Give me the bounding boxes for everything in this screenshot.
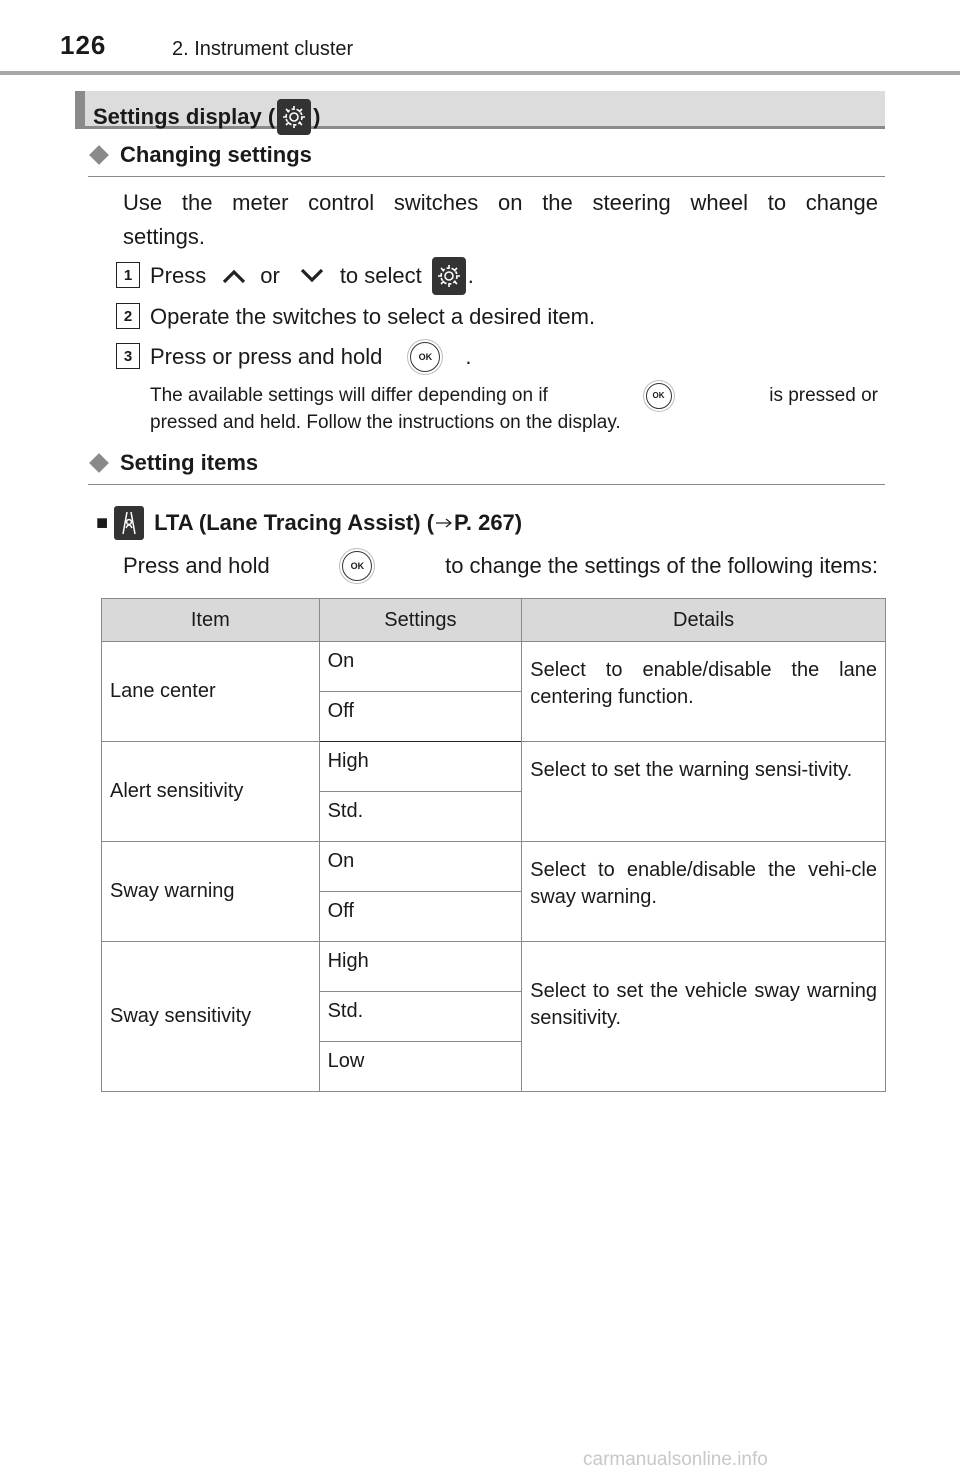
- header-divider: [0, 71, 960, 75]
- gear-icon: [432, 257, 466, 295]
- chevron-up-icon: [222, 268, 246, 284]
- changing-settings-heading: [88, 142, 312, 168]
- square-bullet: ■: [96, 511, 109, 534]
- section-title-suffix: ): [313, 104, 321, 129]
- intro-line-1: Use the meter control switches on the steering wheel to change: [123, 190, 878, 215]
- step-1-number: 1: [116, 262, 140, 288]
- diamond-bullet-icon: [89, 453, 109, 473]
- note-line-1: [150, 383, 878, 409]
- details-cell: Select to enable/disable the vehi-cle sway warning.: [522, 842, 886, 942]
- setting-cell: On: [319, 842, 522, 892]
- step-3-text: Press or press and hold: [150, 344, 383, 369]
- diamond-bullet-icon: [89, 145, 109, 165]
- note-text-b: is pressed or: [769, 385, 878, 406]
- table-row: [102, 942, 886, 992]
- setting-items-label: Setting items: [120, 450, 259, 475]
- details-cell: Select to set the warning sensi-tivity.: [522, 742, 886, 842]
- step-1: [150, 258, 474, 294]
- setting-items-rule: [88, 484, 885, 485]
- ok-button-icon: OK: [410, 342, 440, 372]
- changing-settings-label: Changing settings: [120, 142, 312, 167]
- setting-cell: Off: [319, 892, 522, 942]
- lta-heading: [96, 506, 522, 540]
- table-header-row: [102, 599, 886, 642]
- details-cell: Select to set the vehicle sway warning sensitivity.: [522, 942, 886, 1092]
- chapter-title: 2. Instrument cluster: [172, 38, 354, 60]
- details-cell: Select to enable/disable the lane centering function.: [522, 642, 886, 742]
- column-header-settings: Settings: [319, 599, 522, 642]
- setting-cell: On: [319, 642, 522, 692]
- step-1-text-select: to select: [339, 263, 422, 288]
- table-row: [102, 742, 886, 792]
- step-3-number: 3: [116, 343, 140, 369]
- settings-table: [101, 598, 886, 1092]
- setting-cell: Low: [319, 1042, 522, 1092]
- note-text-a: The available settings will differ depending on if: [150, 385, 548, 406]
- press-and-hold-line: [123, 548, 878, 584]
- changing-settings-rule: [88, 176, 885, 177]
- lta-page-ref[interactable]: P. 267): [454, 510, 523, 535]
- section-title-prefix: Settings display (: [93, 104, 276, 129]
- ok-button-icon: OK: [646, 383, 672, 409]
- lta-steering-icon: [114, 506, 144, 540]
- page-number: 126: [60, 30, 107, 60]
- gear-icon: [277, 99, 311, 135]
- setting-cell: Std.: [319, 992, 522, 1042]
- ok-button-icon: OK: [342, 551, 372, 581]
- setting-cell: Std.: [319, 792, 522, 842]
- table-row: [102, 842, 886, 892]
- item-cell: Sway warning: [102, 842, 320, 942]
- column-header-item: Item: [102, 599, 320, 642]
- setting-cell: High: [319, 942, 522, 992]
- table-row: [102, 642, 886, 692]
- item-cell: Alert sensitivity: [102, 742, 320, 842]
- intro-line-2: settings.: [123, 224, 205, 249]
- setting-items-heading: [88, 450, 258, 476]
- step-1-period: .: [467, 263, 474, 288]
- item-cell: Lane center: [102, 642, 320, 742]
- step-2-text: Operate the switches to select a desired item.: [150, 304, 596, 329]
- note-line-2: pressed and held. Follow the instructions on the display.: [150, 412, 621, 433]
- press-and-hold-rest: to change the settings of the following items:: [445, 553, 878, 578]
- setting-cell: Off: [319, 692, 522, 742]
- lta-title: LTA (Lane Tracing Assist) (: [154, 510, 435, 535]
- setting-cell: High: [319, 742, 522, 792]
- column-header-details: Details: [522, 599, 886, 642]
- watermark: carmanualsonline.info: [583, 1449, 768, 1470]
- step-3: [150, 339, 471, 375]
- arrow-right-icon: [436, 518, 452, 528]
- item-cell: Sway sensitivity: [102, 942, 320, 1092]
- chevron-down-icon: [300, 268, 324, 284]
- step-3-period: .: [465, 344, 472, 369]
- step-2-number: 2: [116, 303, 140, 329]
- press-and-hold-text: Press and hold: [123, 553, 270, 578]
- step-1-text-press: Press: [150, 263, 207, 288]
- section-title: [93, 99, 320, 135]
- step-1-text-or: or: [260, 263, 280, 288]
